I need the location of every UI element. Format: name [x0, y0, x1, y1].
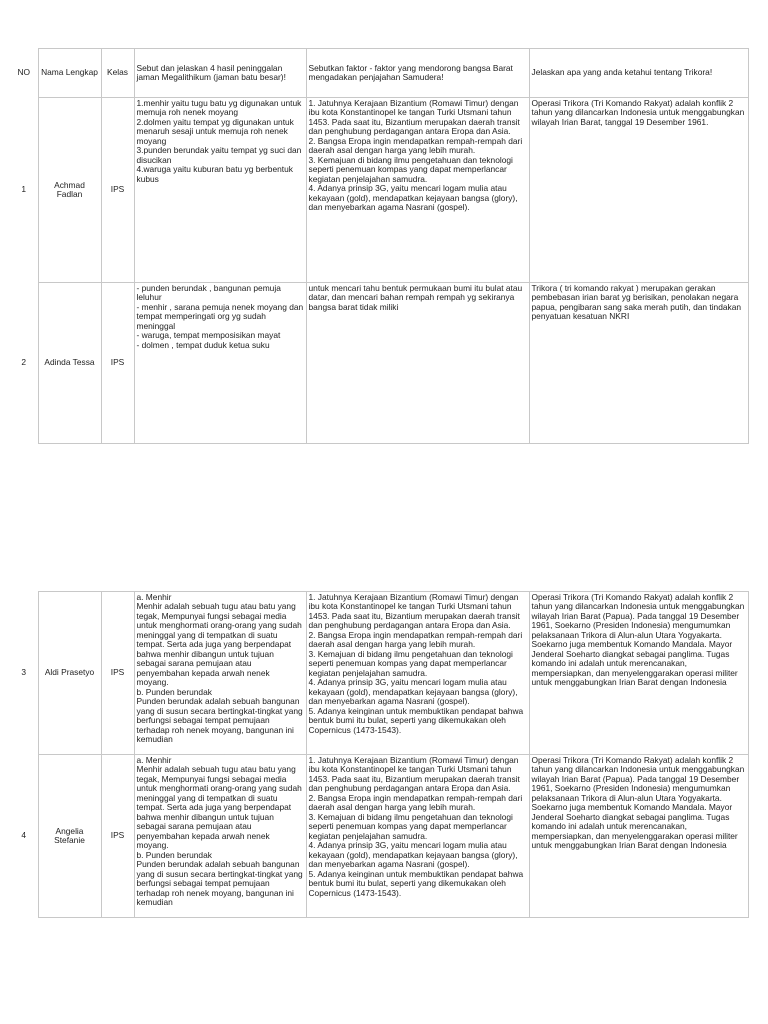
table-row [10, 755, 748, 918]
answer-3: Trikora ( tri komando rakyat ) merupakan gerakan pembebasan irian barat yg berisikan, penolakan negara papua, pengibaran sang saka merah putih, dan tindakan penyatuan kesatuan NKRI [529, 283, 748, 444]
student-name: Aldi Prasetyo [38, 592, 101, 755]
header-nama: Nama Lengkap [38, 49, 101, 98]
student-name: Angelia Stefanie [38, 755, 101, 918]
header-no: NO [17, 67, 31, 78]
student-name: Achmad Fadlan [38, 98, 101, 283]
answer-2-text: 1. Jatuhnya Kerajaan Bizantium (Romawi Timur) dengan ibu kota Konstantinopel ke tangan Turki Utsmani tahun 1453. Pada saat itu, Bizantium merupakan daerah transit dan penghubung perdagangan antara Eropa dan Asia. 2. Bangsa Eropa ingin mendapatkan rempah-rempah dari daerah asal dengan harga yang lebih murah. 3. Kemajuan di bidang ilmu pengetahuan dan teknologi seperti penemuan kompas yang dapat memperlancar kegiatan penjelajahan samudra. 4. Adanya prinsip 3G, yaitu mencari logam mulia atau kekayaan (gold), mendapatkan kejayaan bangsa (glory), dan menyebarkan agama Nasrani (gospel). 5. Adanya keinginan untuk membuktikan pendapat bahwa bentuk bumi itu bulat, seperti yang dikemukakan oleh Copernicus (1473-1543). [308, 755, 524, 898]
student-class: IPS [101, 592, 134, 755]
row-number: 4 [21, 830, 27, 841]
student-class: IPS [101, 98, 134, 283]
answer-3: Operasi Trikora (Tri Komando Rakyat) adalah konflik 2 tahun yang dilancarkan Indonesia untuk menggabungkan wilayah Irian Barat (Papua). Pada tanggal 19 Desember 1961, Soekarno (Presiden Indonesia) mengumumkan pelaksanaan Trikora di Alun-alun Utara Yogyakarta. Soekarno juga membentuk Komando Mandala. Mayor Jenderal Soeharto diangkat sebagai panglima. Tugas komando ini adalah untuk merencanakan, mempersiapkan, dan menyelenggarakan operasi militer untuk menggabungkan Irian Barat dengan Indonesia [529, 755, 748, 918]
row-number: 1 [21, 184, 27, 195]
answers-table-bottom [10, 591, 749, 918]
table-row [10, 98, 748, 283]
table-row [10, 592, 748, 755]
answer-2 [306, 755, 529, 918]
table-row [10, 283, 748, 444]
answer-2: 1. Jatuhnya Kerajaan Bizantium (Romawi Timur) dengan ibu kota Konstantinopel ke tangan Turki Utsmani tahun 1453. Pada saat itu, Bizantium merupakan daerah transit dan penghubung perdagangan antara Eropa dan Asia. 2. Bangsa Eropa ingin mendapatkan rempah-rempah dari daerah asal dengan harga yang lebih murah. 3. Kemajuan di bidang ilmu pengetahuan dan teknologi seperti penemuan kompas yang dapat memperlancar kegiatan penjelajahan samudra. 4. Adanya prinsip 3G, yaitu mencari logam mulia atau kekayaan (gold), mendapatkan kejayaan bangsa (glory), dan menyebarkan agama Nasrani (gospel). [306, 98, 529, 283]
answer-3: Operasi Trikora (Tri Komando Rakyat) adalah konflik 2 tahun yang dilancarkan Indonesia untuk menggabungkan wilayah Irian Barat (Papua). Pada tanggal 19 Desember 1961, Soekarno (Presiden Indonesia) mengumumkan pelaksanaan Trikora di Alun-alun Utara Yogyakarta. Soekarno juga membentuk Komando Mandala. Mayor Jenderal Soeharto diangkat sebagai panglima. Tugas komando ini adalah untuk merencanakan, mempersiapkan, dan menyelenggarakan operasi militer untuk menggabungkan Irian Barat dengan Indonesia [529, 592, 748, 755]
answer-1: - punden berundak , bangunan pemuja leluhur - menhir , sarana pemuja nenek moyang dan tempat memperingati org yg sudah meninggal - waruga, tempat memposisikan mayat - dolmen , tempat duduk ketua suku [134, 283, 306, 444]
header-row [10, 49, 748, 98]
answer-2: untuk mencari tahu bentuk permukaan bumi itu bulat atau datar, dan mencari bahan rempah rempah yg sekiranya bangsa barat tidak miliki [306, 283, 529, 444]
student-class: IPS [101, 755, 134, 918]
header-kelas: Kelas [101, 49, 134, 98]
student-name: Adinda Tessa [38, 283, 101, 444]
row-number: 3 [21, 667, 27, 678]
answer-1: 1.menhir yaitu tugu batu yg digunakan untuk memuja roh nenek moyang 2.dolmen yaitu tempat yg digunakan untuk menaruh sesaji untuk memuja roh nenek moyang 3.punden berundak yaitu tempat yg suci dan disucikan 4.waruga yaitu kuburan batu yg berbentuk kubus [134, 98, 306, 283]
answer-1 [134, 755, 306, 918]
student-class: IPS [101, 283, 134, 444]
answers-table-top [10, 48, 749, 444]
answer-3: Operasi Trikora (Tri Komando Rakyat) adalah konflik 2 tahun yang dilancarkan Indonesia untuk menggabungkan wilayah Irian Barat, tanggal 19 Desember 1961. [529, 98, 748, 283]
header-question-1: Sebut dan jelaskan 4 hasil peninggalan jaman Megalithikum (jaman batu besar)! [134, 49, 306, 98]
header-question-3: Jelaskan apa yang anda ketahui tentang Trikora! [529, 49, 748, 98]
row-number: 2 [21, 357, 27, 368]
answer-1-text: a. Menhir Menhir adalah sebuah tugu atau batu yang tegak, Mempunyai fungsi sebagai media untuk menghormati orang-orang yang sudah meninggal yang di tempatkan di suatu tempat. Serta ada juga yang berpendapat bahwa menhir dibangun untuk tujuan sebagai sarana pemujaan atau penyembahan kepada arwah nenek moyang. b. Punden berundak Punden berundak adalah sebuah bangunan yang di susun secara bertingkat-tingkat yang berfungsi sebagai tempat pemujaan terhadap roh nenek moyang, bangunan ini kemudian [136, 755, 303, 908]
answer-1 [134, 592, 306, 755]
answer-1-text: a. Menhir Menhir adalah sebuah tugu atau batu yang tegak, Mempunyai fungsi sebagai media untuk menghormati orang-orang yang sudah meninggal yang di tempatkan di suatu tempat. Serta ada juga yang berpendapat bahwa menhir dibangun untuk tujuan sebagai sarana pemujaan atau penyembahan kepada arwah nenek moyang. b. Punden berundak Punden berundak adalah sebuah bangunan yang di susun secara bertingkat-tingkat yang berfungsi sebagai tempat pemujaan terhadap roh nenek moyang, bangunan ini kemudian [136, 592, 303, 745]
header-question-2: Sebutkan faktor - faktor yang mendorong bangsa Barat mengadakan penjajahan Samudera! [306, 49, 529, 98]
answer-2 [306, 592, 529, 755]
answer-2-text: 1. Jatuhnya Kerajaan Bizantium (Romawi Timur) dengan ibu kota Konstantinopel ke tangan Turki Utsmani tahun 1453. Pada saat itu, Bizantium merupakan daerah transit dan penghubung perdagangan antara Eropa dan Asia. 2. Bangsa Eropa ingin mendapatkan rempah-rempah dari daerah asal dengan harga yang lebih murah. 3. Kemajuan di bidang ilmu pengetahuan dan teknologi seperti penemuan kompas yang dapat memperlancar kegiatan penjelajahan samudra. 4. Adanya prinsip 3G, yaitu mencari logam mulia atau kekayaan (gold), mendapatkan kejayaan bangsa (glory), dan menyebarkan agama Nasrani (gospel). 5. Adanya keinginan untuk membuktikan pendapat bahwa bentuk bumi itu bulat, seperti yang dikemukakan oleh Copernicus (1473-1543). [308, 592, 524, 735]
